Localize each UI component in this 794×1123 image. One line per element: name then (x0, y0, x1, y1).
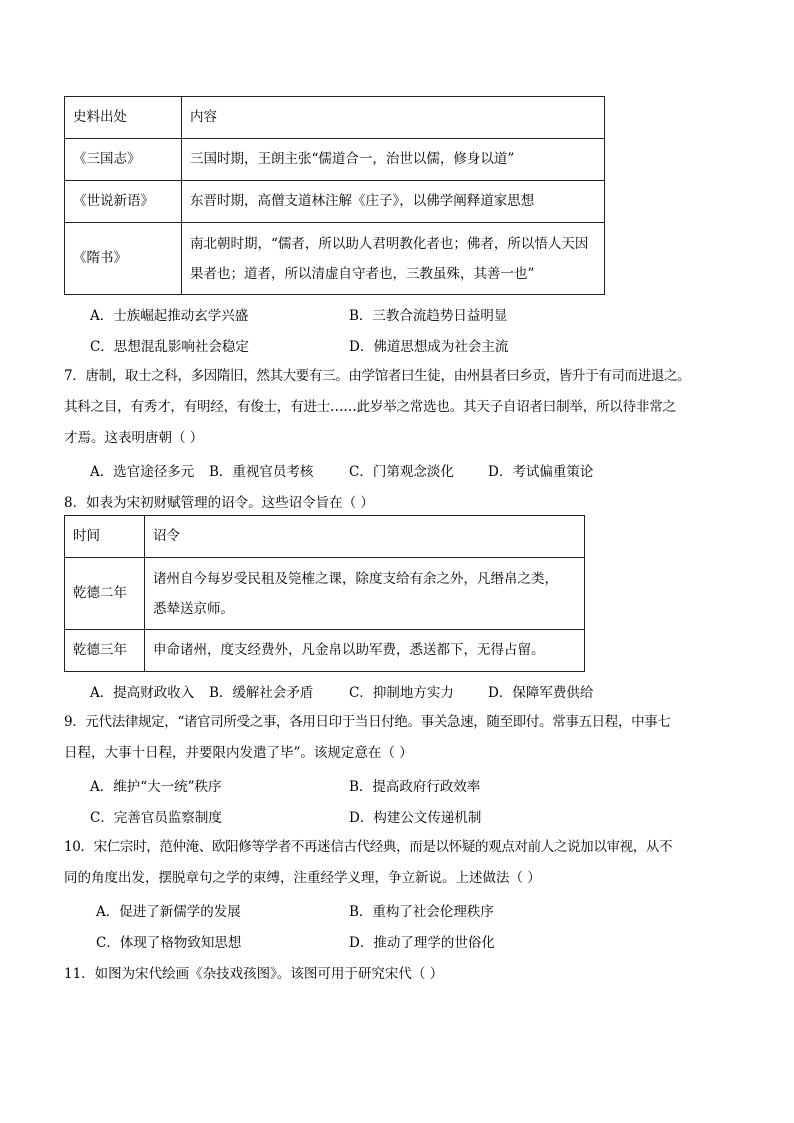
q7-line: 7．唐制，取士之科，多因隋旧，然其大要有三。由学馆者曰生徒，由州县者曰乡贡，皆升于有司而进退之。 (64, 368, 691, 384)
table-cell-content (182, 223, 605, 295)
q10-option-a: A．促进了新儒学的发展 (96, 904, 241, 920)
q7-option-b: B．重视官员考核 (209, 464, 314, 480)
question-11: 11．如图为宋代绘画《杂技戏孩图》。该图可用于研究宋代（ ） (64, 966, 444, 982)
table-cell-line: 果者也；道者，所以清虚自守者也，三教虽殊，其善一也” (190, 265, 535, 282)
table-header-source: 史料出处 (65, 97, 182, 139)
question-10 (64, 832, 734, 894)
q9-line: 日程，大事十日程，并要限内发遣了毕”。该规定意在（ ） (64, 745, 413, 761)
q7-option-a: A．选官途径多元 (90, 464, 195, 480)
q9-option-c: C．完善官员监察制度 (90, 810, 222, 826)
q7-line: 其科之目，有秀才，有明经，有俊士，有进士……此岁举之常选也。其天子自诏者曰制举，所以待非常之 (64, 399, 676, 415)
table-cell-source: 《隋书》 (65, 223, 182, 295)
q9-option-d: D．构建公文传递机制 (349, 810, 482, 826)
edict-table (64, 515, 585, 672)
q9-option-b: B．提高政府行政效率 (349, 779, 481, 795)
question-9 (64, 707, 734, 769)
q10-option-c: C．体现了格物致知思想 (96, 935, 242, 951)
q10-line: 同的角度出发，摆脱章句之学的束缚，注重经学义理，争立新说。上述做法（ ） (64, 870, 541, 886)
q8-option-c: C．抑制地方实力 (349, 685, 454, 701)
q7-option-d: D．考试偏重策论 (488, 464, 594, 480)
q10-option-d: D．推动了理学的世俗化 (349, 935, 495, 951)
source-table (64, 96, 605, 295)
q8-option-d: D．保障军费供给 (488, 685, 594, 701)
q6-option-b: B．三教合流趋势日益明显 (349, 308, 508, 324)
q6-option-a: A．士族崛起推动玄学兴盛 (90, 308, 249, 324)
q8-option-b: B．缓解社会矛盾 (209, 685, 314, 701)
table-cell-line: 南北朝时期，“儒者，所以助人君明教化者也；佛者，所以悟人天因 (190, 235, 589, 252)
table-cell-source: 《世说新语》 (65, 181, 182, 223)
q9-line: 9．元代法律规定，“诸官司所受之事，各用日印于当日付绝。事关急速，随至即付。常事五日程，中事七 (64, 714, 671, 730)
table-cell-line: 诸州自今每岁受民租及筦榷之课，除度支给有余之外，凡缗帛之类， (153, 570, 558, 587)
q9-option-a: A．维护“大一统”秩序 (90, 779, 222, 795)
q10-line: 10．宋仁宗时，范仲淹、欧阳修等学者不再迷信古代经典，而是以怀疑的观点对前人之说加以审视，从不 (64, 839, 673, 855)
q8-option-a: A．提高财政收入 (90, 685, 195, 701)
table-cell-edict: 申命诸州，度支经费外，凡金帛以助军费，悉送都下，无得占留。 (145, 630, 585, 672)
table-cell-source: 《三国志》 (65, 139, 182, 181)
table-cell-time: 乾德二年 (65, 558, 145, 630)
table-cell-line: 悉辇送京师。 (153, 600, 234, 617)
q8-stem: 8．如表为宋初财赋管理的诏令。这些诏令旨在（ ） (64, 495, 374, 511)
table-cell-edict (145, 558, 585, 630)
q6-option-c: C．思想混乱影响社会稳定 (90, 339, 249, 355)
table-cell-time: 乾德三年 (65, 630, 145, 672)
table-header-edict: 诏令 (145, 516, 585, 558)
table-header-time: 时间 (65, 516, 145, 558)
question-7 (64, 361, 734, 454)
q7-option-c: C．门第观念淡化 (349, 464, 454, 480)
table-header-content: 内容 (182, 97, 605, 139)
q7-line: 才焉。这表明唐朝（ ） (64, 430, 204, 446)
table-cell-content: 东晋时期，高僧支道林注解《庄子》，以佛学阐释道家思想 (182, 181, 605, 223)
table-cell-content: 三国时期，王朗主张“儒道合一，治世以儒，修身以道” (182, 139, 605, 181)
q6-option-d: D．佛道思想成为社会主流 (349, 339, 509, 355)
q10-option-b: B．重构了社会伦理秩序 (349, 904, 494, 920)
